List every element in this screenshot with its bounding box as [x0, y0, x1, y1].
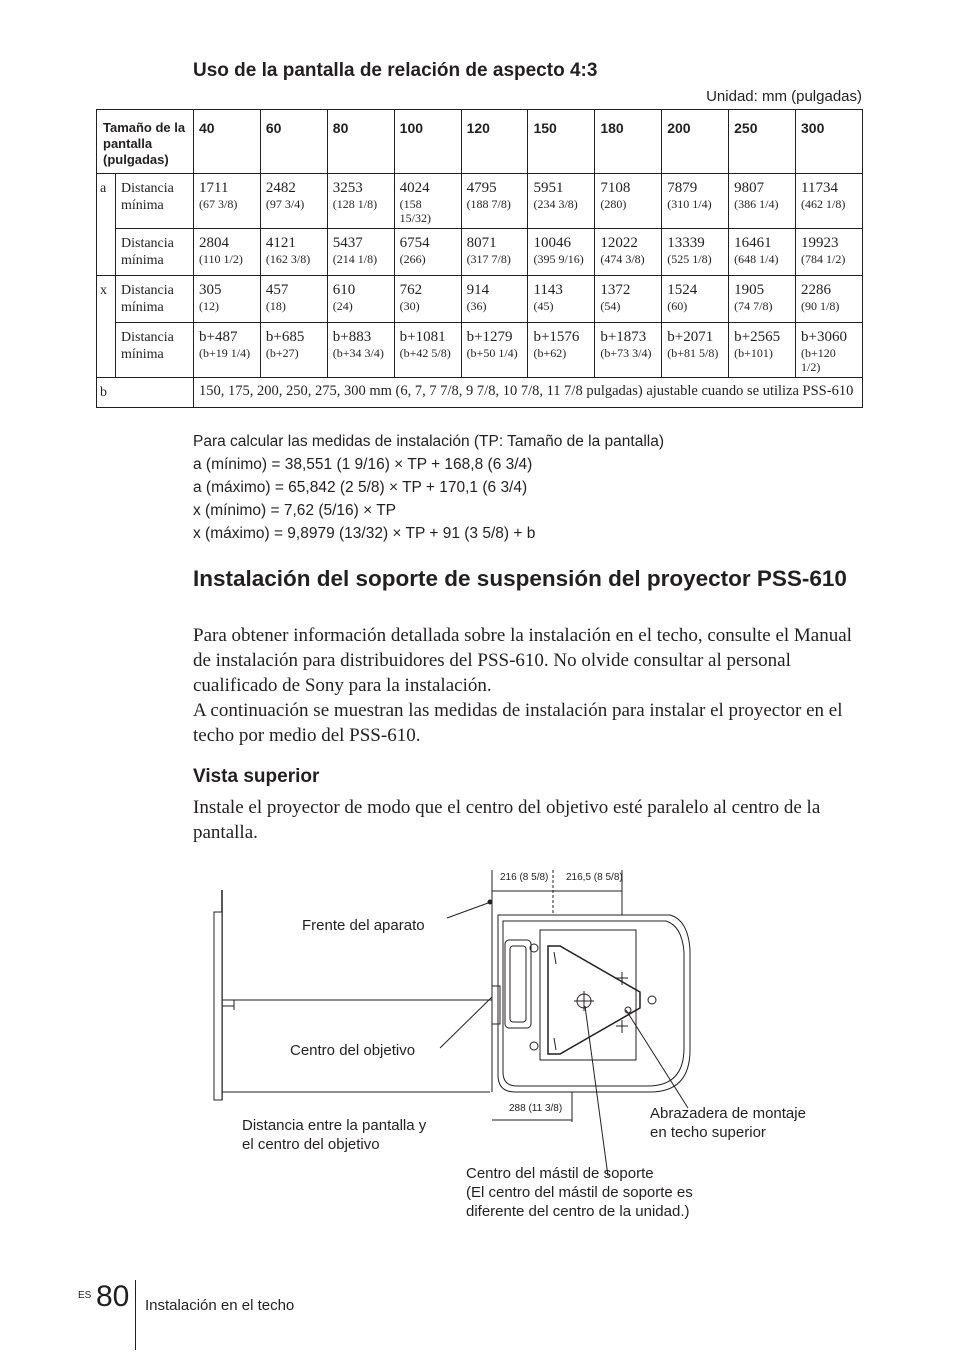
header-size: 180 — [595, 110, 662, 174]
cell-inches: (24) — [332, 299, 353, 313]
table-cell — [595, 229, 662, 276]
cell-mm: 1143 — [533, 282, 563, 298]
cell-inches: (b+73 3/4) — [600, 346, 652, 360]
table-cell — [461, 174, 528, 229]
cell-inches: (b+101) — [734, 346, 773, 360]
cell-mm: b+3060 — [801, 329, 847, 345]
table-cell — [260, 323, 327, 378]
cell-inches: (b+34 3/4) — [332, 346, 384, 360]
cell-inches: (b+50 1/4) — [466, 346, 518, 360]
row-b-text: 150, 175, 200, 250, 275, 300 mm (6, 7, 7 7/8, 9 7/8, 10 7/8, 11 7/8 pulgadas) ajustable cuando se utiliza PSS-610 — [194, 378, 863, 408]
table-cell — [394, 174, 461, 229]
formula-a-max: a (máximo) = 65,842 (2 5/8) × TP + 170,1 (6 3/4) — [193, 479, 528, 496]
table-cell — [595, 323, 662, 378]
screen-size-table — [96, 109, 863, 408]
table-cell — [729, 174, 796, 229]
cell-inches: (b+120 1/2) — [801, 346, 836, 374]
table-cell — [260, 174, 327, 229]
table-cell — [528, 323, 595, 378]
table-row — [97, 229, 863, 276]
table-cell — [662, 174, 729, 229]
cell-inches: (525 1/8) — [667, 252, 712, 266]
cell-inches: (45) — [533, 299, 554, 313]
unit-note: Unidad: mm (pulgadas) — [706, 88, 862, 105]
cell-inches: (30) — [399, 299, 420, 313]
formulas-block — [193, 430, 664, 545]
table-cell — [327, 174, 394, 229]
footer-divider — [135, 1280, 136, 1350]
page-number: 80 — [96, 1280, 130, 1313]
table-cell — [461, 323, 528, 378]
label-distance: Distancia entre la pantalla y el centro del objetivo — [242, 1117, 427, 1153]
table-cell — [729, 323, 796, 378]
cell-mm: 914 — [466, 282, 490, 298]
cell-inches: (310 1/4) — [667, 197, 712, 211]
cell-inches: (90 1/8) — [801, 299, 840, 313]
table-cell — [327, 229, 394, 276]
table-cell — [528, 229, 595, 276]
cell-mm: 2482 — [265, 180, 296, 196]
cell-mm: 16461 — [734, 235, 772, 251]
table-cell — [194, 323, 261, 378]
table-row — [97, 323, 863, 378]
formula-x-min: x (mínimo) = 7,62 (5/16) × TP — [193, 502, 397, 519]
cell-mm: 457 — [265, 282, 289, 298]
cell-inches: (b+81 5/8) — [667, 346, 719, 360]
cell-mm: 3253 — [332, 180, 363, 196]
section-heading: Instalación del soporte de suspensión del proyector PSS-610 — [193, 566, 847, 591]
table-cell — [260, 229, 327, 276]
cell-inches: (67 3/8) — [199, 197, 238, 211]
cell-inches: (280) — [600, 197, 627, 211]
cell-mm: b+487 — [199, 329, 238, 345]
table-cell — [662, 276, 729, 323]
table-cell — [595, 276, 662, 323]
table-cell — [461, 229, 528, 276]
label-lens-center: Centro del objetivo — [290, 1042, 416, 1059]
cell-inches: (648 1/4) — [734, 252, 779, 266]
cell-mm: b+1873 — [600, 329, 647, 345]
cell-inches: (386 1/4) — [734, 197, 779, 211]
subheading-top-view: Vista superior — [193, 766, 320, 787]
table-row — [97, 174, 863, 229]
table-header-row — [97, 110, 863, 174]
cell-mm: 19923 — [801, 235, 839, 251]
formula-x-max: x (máximo) = 9,8979 (13/32) × TP + 91 (3 5/8) + b — [193, 525, 536, 542]
cell-mm: b+2565 — [734, 329, 781, 345]
cell-mm: 8071 — [466, 235, 497, 251]
dim-right: 216,5 (8 5/8) — [566, 872, 623, 883]
cell-inches: (158 15/32) — [399, 197, 432, 225]
header-size: 120 — [461, 110, 528, 174]
cell-mm: 4795 — [466, 180, 497, 196]
cell-mm: 4121 — [265, 235, 296, 251]
table-cell — [528, 174, 595, 229]
cell-inches: (266) — [399, 252, 426, 266]
cell-inches: (60) — [667, 299, 688, 313]
cell-inches: (462 1/8) — [801, 197, 846, 211]
cell-mm: 7108 — [600, 180, 631, 196]
cell-mm: b+1279 — [466, 329, 513, 345]
label-front: Frente del aparato — [302, 917, 425, 934]
cell-mm: 1905 — [734, 282, 765, 298]
header-size: 150 — [528, 110, 595, 174]
cell-inches: (18) — [265, 299, 286, 313]
table-cell — [729, 229, 796, 276]
table-cell — [796, 276, 863, 323]
label-pole: Centro del mástil de soporte (El centro del mástil de soporte es diferente del centro de la unidad.) — [466, 1165, 693, 1220]
cell-inches: (12) — [199, 299, 219, 313]
cell-mm: 9807 — [734, 180, 765, 196]
cell-mm: 1372 — [600, 282, 631, 298]
cell-mm: 7879 — [667, 180, 698, 196]
row-label: Distancia mínima — [116, 229, 194, 276]
row-group-label: x — [97, 276, 116, 378]
cell-mm: 6754 — [399, 235, 430, 251]
table-cell — [461, 276, 528, 323]
row-b-label: b — [97, 378, 194, 408]
header-size: 300 — [796, 110, 863, 174]
cell-mm: 13339 — [667, 235, 705, 251]
row-group-label: a — [97, 174, 116, 276]
cell-mm: 2804 — [199, 235, 229, 251]
cell-mm: b+883 — [332, 329, 372, 345]
header-size: 80 — [327, 110, 394, 174]
cell-mm: 1524 — [667, 282, 698, 298]
table-cell — [194, 174, 261, 229]
cell-mm: 1711 — [199, 180, 229, 196]
table-cell — [796, 323, 863, 378]
row-label: Distancia mínima — [116, 323, 194, 378]
header-size: 250 — [729, 110, 796, 174]
dim-left: 216 (8 5/8) — [500, 872, 549, 883]
dim-bottom: 288 (11 3/8) — [509, 1103, 563, 1114]
header-size: 60 — [260, 110, 327, 174]
cell-mm: 762 — [399, 282, 423, 298]
table-cell — [394, 323, 461, 378]
cell-mm: 4024 — [399, 180, 430, 196]
cell-mm: b+2071 — [667, 329, 714, 345]
table-cell — [194, 229, 261, 276]
cell-mm: b+685 — [265, 329, 305, 345]
formula-a-min: a (mínimo) = 38,551 (1 9/16) × TP + 168,8 (6 3/4) — [193, 456, 533, 473]
cell-mm: 5951 — [533, 180, 564, 196]
cell-inches: (395 9/16) — [533, 252, 584, 266]
table-cell — [796, 174, 863, 229]
cell-inches: (36) — [466, 299, 487, 313]
cell-inches: (b+42 5/8) — [399, 346, 451, 360]
cell-inches: (474 3/8) — [600, 252, 645, 266]
table-cell — [394, 276, 461, 323]
header-size: 200 — [662, 110, 729, 174]
cell-inches: (162 3/8) — [265, 252, 311, 266]
footer-section: Instalación en el techo — [145, 1297, 295, 1314]
table-cell — [662, 229, 729, 276]
cell-inches: (188 7/8) — [466, 197, 511, 211]
cell-inches: (784 1/2) — [801, 252, 846, 266]
cell-inches: (317 7/8) — [466, 252, 511, 266]
table-cell — [327, 276, 394, 323]
formula-intro: Para calcular las medidas de instalación (TP: Tamaño de la pantalla) — [193, 433, 664, 450]
header-size: 100 — [394, 110, 461, 174]
cell-inches: (b+27) — [265, 346, 299, 360]
cell-mm: 2286 — [801, 282, 832, 298]
cell-inches: (234 3/8) — [533, 197, 578, 211]
header-screen-size: Tamaño de la pantalla (pulgadas) — [97, 110, 194, 174]
cell-inches: (97 3/4) — [265, 197, 305, 211]
cell-inches: (110 1/2) — [199, 252, 243, 266]
row-label: Distancia mínima — [116, 174, 194, 229]
section-title: Uso de la pantalla de relación de aspecto 4:3 — [193, 60, 598, 81]
paragraph-intro: Para obtener información detallada sobre la instalación en el techo, consulte el Manual de instalación para distribuidores del PSS-610. No olvide consultar al personal cualificado de Sony para la instalación. — [193, 625, 852, 696]
row-label: Distancia mínima — [116, 276, 194, 323]
cell-mm: b+1576 — [533, 329, 580, 345]
table-cell — [662, 323, 729, 378]
table-row — [97, 276, 863, 323]
cell-mm: 11734 — [801, 180, 838, 196]
footer-lang: ES — [78, 1290, 92, 1301]
cell-mm: 610 — [332, 282, 356, 298]
cell-mm: b+1081 — [399, 329, 446, 345]
cell-inches: (54) — [600, 299, 621, 313]
cell-inches: (b+62) — [533, 346, 567, 360]
cell-mm: 12022 — [600, 235, 638, 251]
paragraph-top-view: Instale el proyector de modo que el centro del objetivo esté paralelo al centro de la pantalla. — [193, 797, 821, 843]
table-cell — [194, 276, 261, 323]
table-cell — [595, 174, 662, 229]
cell-inches: (74 7/8) — [734, 299, 773, 313]
cell-mm: 305 — [199, 282, 222, 298]
table-cell — [260, 276, 327, 323]
header-size: 40 — [194, 110, 261, 174]
cell-inches: (128 1/8) — [332, 197, 378, 211]
table-cell — [729, 276, 796, 323]
label-bracket: Abrazadera de montaje en techo superior — [650, 1105, 806, 1141]
table-cell — [327, 323, 394, 378]
cell-mm: 5437 — [332, 235, 363, 251]
cell-mm: 10046 — [533, 235, 571, 251]
table-row-b — [97, 378, 863, 408]
paragraph-measurements: A continuación se muestran las medidas de instalación para instalar el proyector en el techo por medio del PSS-610. — [193, 700, 843, 746]
table-cell — [528, 276, 595, 323]
table-cell — [394, 229, 461, 276]
cell-inches: (b+19 1/4) — [199, 346, 251, 360]
table-cell — [796, 229, 863, 276]
cell-inches: (214 1/8) — [332, 252, 378, 266]
